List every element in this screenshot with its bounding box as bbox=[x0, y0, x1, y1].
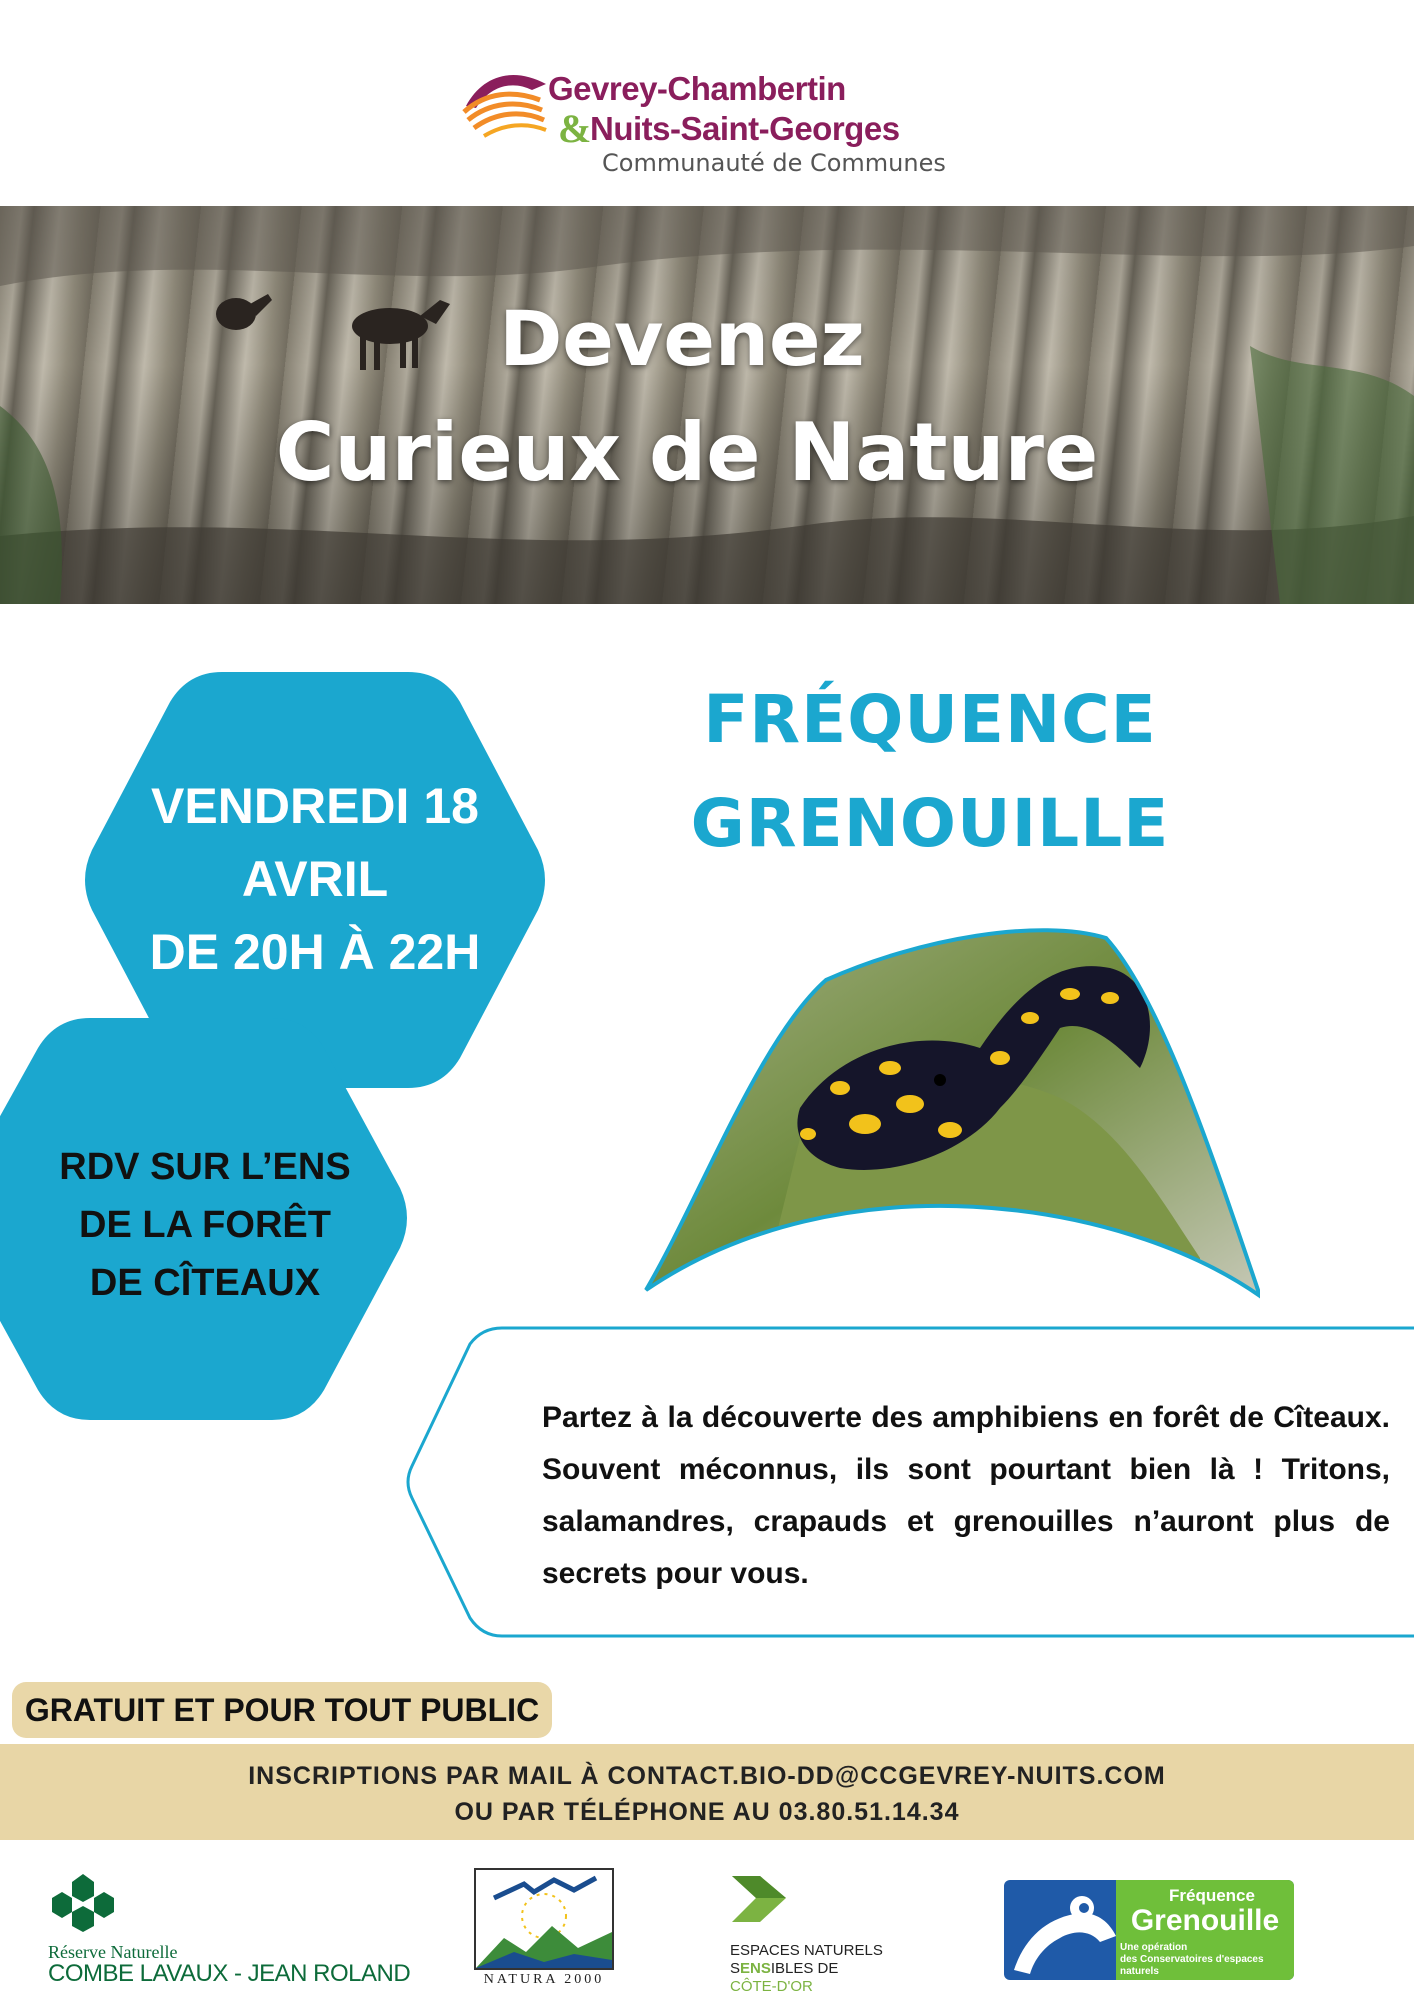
cliff-photo-icon bbox=[0, 206, 1414, 604]
event-place-line1: RDV SUR L’ENS bbox=[59, 1146, 351, 1188]
fg-tagline: Une opération des Conservatoires d'espaces naturels bbox=[1120, 1942, 1264, 1977]
salamander-image-icon bbox=[640, 898, 1260, 1302]
event-date-line3: DE 20H À 22H bbox=[149, 924, 481, 980]
organizer-ampersand: & bbox=[558, 106, 592, 151]
organizer-logo bbox=[462, 60, 962, 180]
event-place-line3: DE CÎTEAUX bbox=[89, 1262, 321, 1304]
event-title-line1: FRÉQUENCE bbox=[703, 681, 1157, 758]
event-place-line2: DE LA FORÊT bbox=[79, 1204, 331, 1246]
event-date-line2: AVRIL bbox=[241, 851, 389, 907]
hills-logo-icon bbox=[462, 66, 552, 146]
turtle-shell-icon bbox=[48, 1870, 118, 1938]
organizer-name-line1: Gevrey-Chambertin bbox=[548, 70, 846, 107]
natura-2000-logo bbox=[474, 1868, 614, 1994]
natura-2000-icon bbox=[474, 1868, 614, 1972]
fg-line2: Grenouille bbox=[1130, 1904, 1280, 1937]
contact-band bbox=[0, 1744, 1414, 1840]
hero-title-line2: Curieux de Nature bbox=[275, 406, 1099, 499]
event-description: Partez à la découverte des amphibiens en forêt de Cîteaux. Souvent méconnus, ils sont pourtant bien là ! Tritons, salamandres, crapauds et grenouilles n’auront plus de secrets pour vous. bbox=[542, 1401, 1390, 1590]
description-box bbox=[404, 1326, 1414, 1638]
frog-icon bbox=[1004, 1880, 1124, 1980]
ens-label-line2: SENSIBLES DE bbox=[730, 1960, 839, 1977]
contact-email[interactable]: INSCRIPTIONS PAR MAIL À CONTACT.BIO-DD@CCGEVREY-NUITS.COM bbox=[248, 1762, 1166, 1790]
ens-label-line1: ESPACES NATURELS bbox=[730, 1942, 883, 1959]
reserve-name-line1: Réserve Naturelle bbox=[48, 1942, 178, 1962]
reserve-name-line2: COMBE LAVAUX - JEAN ROLAND bbox=[48, 1960, 411, 1987]
ens-label-line3: CÔTE-D'OR bbox=[730, 1978, 813, 1995]
place-hexagon bbox=[0, 1018, 410, 1420]
frequence-grenouille-logo bbox=[1004, 1880, 1294, 1980]
chevron-arrow-icon bbox=[730, 1872, 790, 1928]
event-date-line1: VENDREDI 18 bbox=[151, 778, 479, 834]
free-badge: GRATUIT ET POUR TOUT PUBLIC bbox=[12, 1682, 552, 1738]
ens-cote-dor-logo bbox=[730, 1872, 930, 1996]
partner-logos bbox=[0, 1860, 1414, 2000]
hero-banner bbox=[0, 206, 1414, 604]
event-title-line2: GRENOUILLE bbox=[690, 785, 1170, 862]
organizer-name-line2: Nuits-Saint-Georges bbox=[590, 110, 900, 147]
fg-line1: Fréquence bbox=[1169, 1886, 1255, 1905]
reserve-naturelle-logo bbox=[48, 1870, 411, 1990]
event-place bbox=[0, 1138, 410, 1312]
contact-phone[interactable]: OU PAR TÉLÉPHONE AU 03.80.51.14.34 bbox=[454, 1798, 960, 1826]
event-title bbox=[660, 668, 1200, 876]
ens-label bbox=[730, 1942, 883, 1996]
hero-title-line1: Devenez bbox=[499, 294, 865, 383]
natura-2000-label: NATURA 2000 bbox=[483, 1972, 605, 1987]
event-date bbox=[82, 770, 548, 989]
organizer-subtitle: Communauté de Communes bbox=[602, 149, 946, 177]
salamander-photo bbox=[640, 898, 1260, 1302]
